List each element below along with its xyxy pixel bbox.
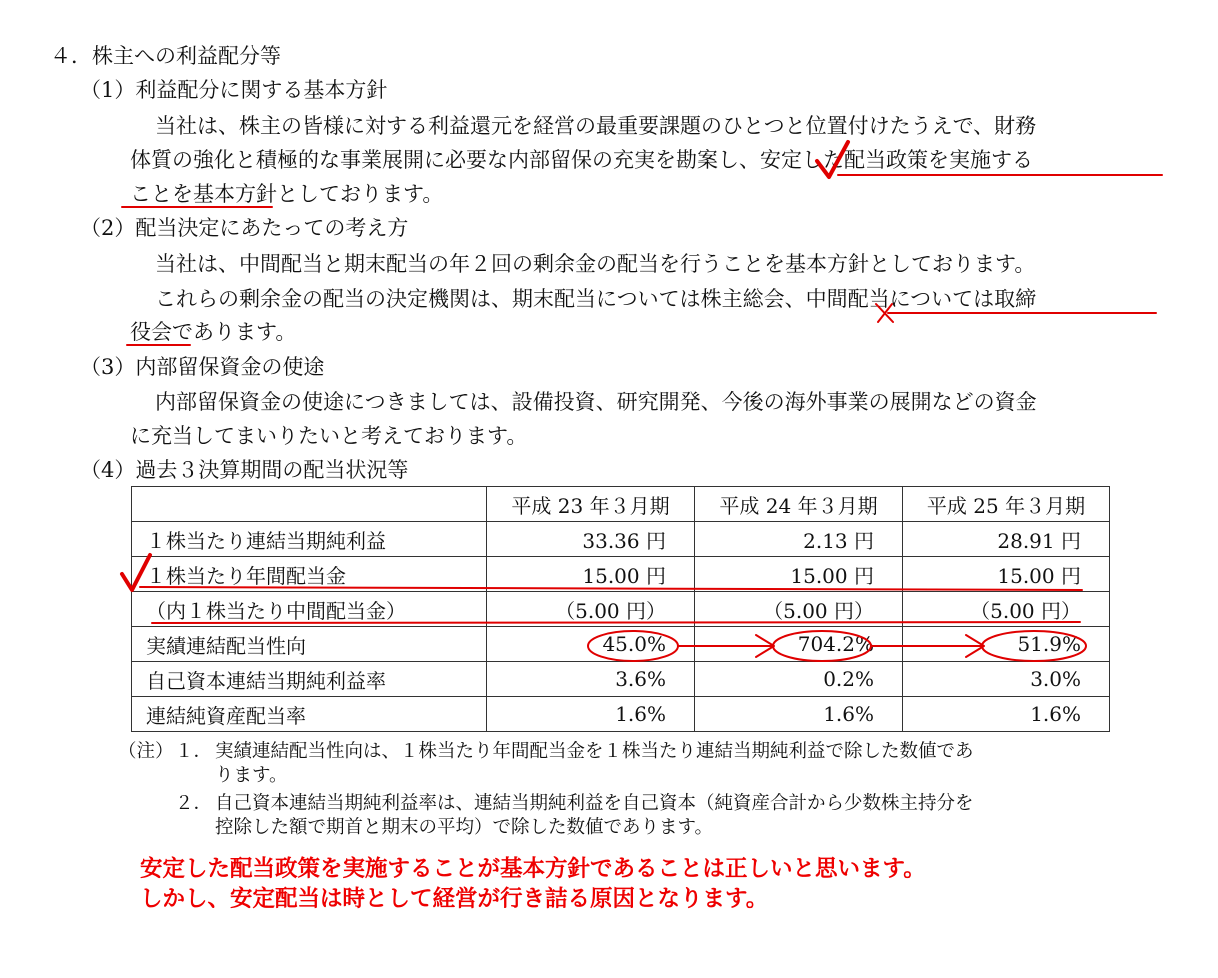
table-cell: 3.6% — [487, 662, 695, 697]
dividend-table — [131, 486, 1110, 732]
table-cell: 2.13 円 — [695, 522, 903, 557]
table-header-cell — [132, 487, 487, 522]
table-header-row — [132, 487, 1110, 522]
subsection-2-line-1: 当社は、中間配当と期末配当の年２回の剰余金の配当を行うことを基本方針としております。 — [155, 252, 1036, 276]
row-label: 実績連結配当性向 — [132, 627, 487, 662]
row-label: １株当たり連結当期純利益 — [132, 522, 487, 557]
subsection-1-line-2: 体質の強化と積極的な事業展開に必要な内部留保の充実を勘案し、安定した配当政策を実施する — [130, 148, 1033, 172]
table-cell: 15.00 円 — [487, 557, 695, 592]
table-cell: 45.0% — [487, 627, 695, 662]
table-row — [132, 522, 1110, 557]
subsection-3-line-1: 内部留保資金の使途につきましては、設備投資、研究開発、今後の海外事業の展開などの資金 — [155, 390, 1037, 414]
subsection-4-title: （4）過去３決算期間の配当状況等 — [80, 458, 409, 482]
table-cell: （5.00 円） — [487, 592, 695, 627]
subsection-2-line-3: 役会であります。 — [130, 320, 297, 344]
table-cell: （5.00 円） — [695, 592, 903, 627]
table-header-cell: 平成 25 年３月期 — [903, 487, 1110, 522]
table-row — [132, 627, 1110, 662]
comment-line-1: 安定した配当政策を実施することが基本方針であることは正しいと思います。 — [140, 856, 926, 882]
table-cell: 33.36 円 — [487, 522, 695, 557]
comment-line-2: しかし、安定配当は時として経営が行き詰る原因となります。 — [140, 886, 769, 912]
note-2-line-2: 控除した額で期首と期末の平均）で除した数値であります。 — [215, 817, 714, 838]
table-header-cell: 平成 24 年３月期 — [695, 487, 903, 522]
table-cell: 28.91 円 — [903, 522, 1110, 557]
table-cell: 1.6% — [903, 697, 1110, 732]
table-header-cell: 平成 23 年３月期 — [487, 487, 695, 522]
note-1-line-2: ります。 — [215, 765, 288, 786]
table-row — [132, 662, 1110, 697]
notes-prefix: （注） — [118, 741, 174, 762]
table-cell: 15.00 円 — [695, 557, 903, 592]
note-1-line-1: 実績連結配当性向は、１株当たり年間配当金を１株当たり連結当期純利益で除した数値であ — [215, 741, 974, 762]
subsection-3-line-2: に充当してまいりたいと考えております。 — [130, 424, 528, 448]
table-cell: 51.9% — [903, 627, 1110, 662]
section-heading: ４．株主への利益配分等 — [50, 44, 281, 68]
row-label: （内１株当たり中間配当金） — [132, 592, 487, 627]
row-label: １株当たり年間配当金 — [132, 557, 487, 592]
subsection-2-line-2: これらの剰余金の配当の決定機関は、期末配当については株主総会、中間配当については取締 — [155, 287, 1037, 311]
subsection-2-title: （2）配当決定にあたっての考え方 — [80, 216, 409, 240]
table-cell: 15.00 円 — [903, 557, 1110, 592]
table-cell: 0.2% — [695, 662, 903, 697]
note-2-number: ２． — [175, 793, 213, 814]
table-cell: 704.2% — [695, 627, 903, 662]
table-cell: 1.6% — [695, 697, 903, 732]
note-2-line-1: 自己資本連結当期純利益率は、連結当期純利益を自己資本（純資産合計から少数株主持分を — [215, 793, 974, 814]
table-row — [132, 557, 1110, 592]
subsection-1-title: （1）利益配分に関する基本方針 — [80, 78, 388, 102]
table-row — [132, 697, 1110, 732]
note-1-number: １． — [175, 741, 213, 762]
table-cell: （5.00 円） — [903, 592, 1110, 627]
table-row — [132, 592, 1110, 627]
subsection-1-line-1: 当社は、株主の皆様に対する利益還元を経営の最重要課題のひとつと位置付けたうえで、財務 — [155, 114, 1037, 138]
subsection-1-line-3: ことを基本方針としております。 — [130, 182, 444, 206]
table-cell: 1.6% — [487, 697, 695, 732]
row-label: 自己資本連結当期純利益率 — [132, 662, 487, 697]
row-label: 連結純資産配当率 — [132, 697, 487, 732]
table-cell: 3.0% — [903, 662, 1110, 697]
subsection-3-title: （3）内部留保資金の使途 — [80, 355, 325, 379]
